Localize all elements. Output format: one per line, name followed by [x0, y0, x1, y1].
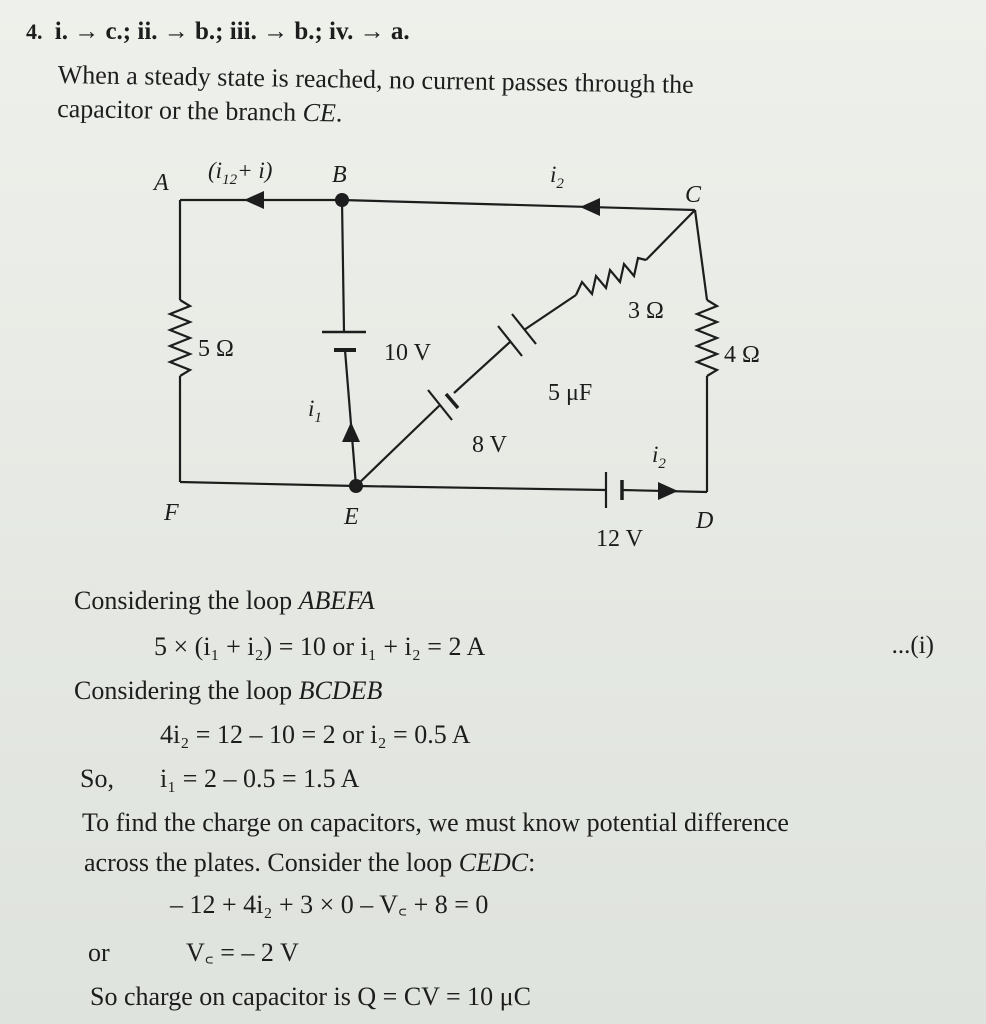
label-4-ohm: 4 Ω — [724, 342, 760, 368]
node-a: A — [154, 170, 169, 196]
equation-4: – 12 + 4i₂ + 3 × 0 – V꜀ + 8 = 0 — [170, 890, 489, 919]
junction-b — [335, 193, 349, 207]
node-e: E — [344, 504, 359, 530]
arrow-ed-icon — [658, 482, 678, 500]
intro-line-2: capacitor or the branch CE. — [56, 93, 343, 128]
wire-b-battery — [342, 200, 344, 332]
node-b: B — [332, 162, 347, 188]
circuit-diagram — [140, 160, 780, 570]
equation-1-number: ...(i) — [891, 632, 934, 659]
final-answer: So charge on capacitor is Q = CV = 10 μC — [90, 982, 531, 1011]
loop-bcdeb: BCDEB — [298, 676, 383, 705]
label-3-ohm: 3 Ω — [628, 298, 664, 324]
current-ab-label: $(i_{12}+ i)$ — [208, 160, 273, 188]
arrow-bc-icon — [580, 198, 600, 216]
so-label: So, — [80, 764, 114, 793]
label-12v: 12 V — [596, 526, 643, 552]
arrow-eb-icon — [342, 422, 360, 442]
capacitor-plate-1 — [498, 326, 522, 356]
loop1-heading: Considering the loop ABEFA — [74, 586, 375, 615]
paragraph-2-line-1: To find the charge on capacitors, we must know potential difference — [82, 808, 789, 837]
loop2-heading: Considering the loop BCDEB — [74, 676, 383, 705]
question-number: 4. — [26, 19, 43, 44]
equation-1: 5 × (i₁ + i₂) = 10 or i₁ + i₂ = 2 A — [154, 632, 486, 661]
wire-cell-cap — [454, 342, 510, 393]
equation-5: V꜀ = – 2 V — [186, 938, 299, 967]
label-8v: 8 V — [472, 432, 507, 458]
equation-3: i₁ = 2 – 0.5 = 1.5 A — [160, 764, 360, 793]
wire-c-down — [695, 210, 707, 300]
wire-e-battery — [356, 486, 606, 490]
paragraph-2-line-2: across the plates. Consider the loop CEDC: — [84, 848, 536, 877]
current-eb-label: $i_1$ — [308, 396, 322, 426]
current-ed-label: $i_2$ — [652, 442, 666, 472]
label-10v: 10 V — [384, 340, 431, 366]
wire-fe — [180, 482, 356, 486]
resistor-3-ohm — [576, 258, 646, 295]
intro-paragraph — [57, 58, 918, 139]
intro-line-1: When a steady state is reached, no current passes through the — [57, 59, 694, 99]
or-label: or — [88, 938, 110, 967]
answer-line — [26, 18, 410, 46]
wire-bc — [342, 200, 695, 210]
label-5-ohm: 5 Ω — [198, 336, 234, 362]
equation-2: 4i₂ = 12 – 10 = 2 or i₂ = 0.5 A — [160, 720, 471, 749]
capacitor-plate-2 — [512, 314, 536, 344]
current-bc-label: $i_2$ — [550, 162, 564, 192]
arrow-ab-icon — [244, 191, 264, 209]
loop-abefa: ABEFA — [298, 586, 375, 615]
wire-res-c — [646, 210, 695, 260]
battery-8v-short-plate — [446, 394, 458, 408]
answer-matches: i. → c.; ii. → b.; iii. → b.; iv. → a. — [54, 18, 410, 45]
wire-e-cell — [356, 405, 440, 486]
branch-ce: CE — [302, 97, 337, 128]
label-5uf: 5 μF — [548, 380, 593, 406]
node-f: F — [164, 500, 179, 526]
node-c: C — [685, 182, 702, 208]
resistor-4-ohm — [697, 300, 717, 376]
node-d: D — [696, 508, 714, 534]
resistor-5-ohm — [170, 300, 190, 376]
junction-e — [349, 479, 363, 493]
loop-cedc: CEDC — [458, 848, 529, 877]
wire-cap-res — [524, 295, 576, 330]
wire-battery-e — [345, 350, 356, 486]
